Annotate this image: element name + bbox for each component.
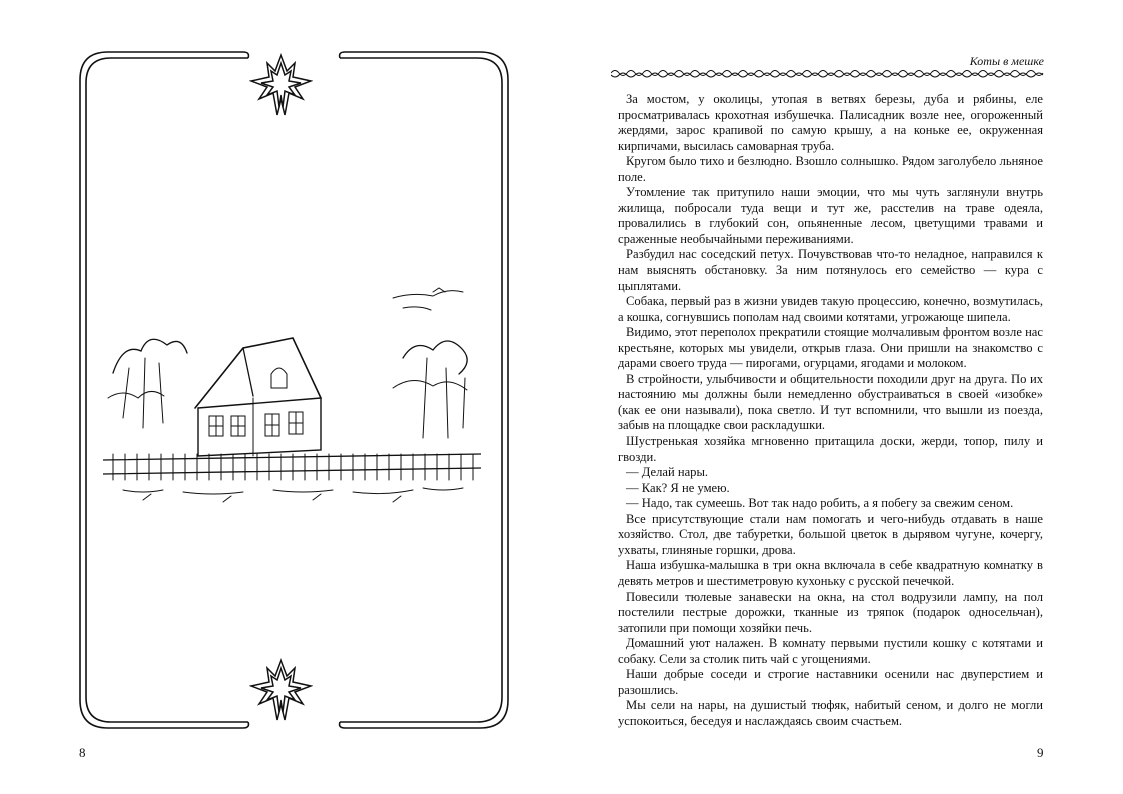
dialogue-line: — Как? Я не умею.: [626, 480, 730, 495]
paragraph: Собака, первый раз в жизни увидев такую процессию, конечно, возмутилась, а кошка, согнувшись пополам над своими котятами, угрожающе шипела.: [618, 294, 1043, 324]
left-page: [0, 0, 561, 794]
body-text: [618, 92, 1043, 729]
paragraph: Домашний уют налажен. В комнату первыми пустили кошку с котятами и собаку. Сели за столик пить чай с угощениями.: [618, 636, 1043, 666]
paragraph: Все присутствующие стали нам помогать и чего-нибудь отдавать в наше хозяйство. Стол, две табуретки, большой цветок в дырявом чугуне, кочергу, ухваты, глиняные горшки, дрова.: [618, 511, 1043, 557]
paragraph: За мостом, у околицы, утопая в ветвях березы, дуба и рябины, еле просматривалась крохотная избушечка. Палисадник возле нее, огороженный жердями, зарос крапивой по самую крышу, а на коньке ее, окруженная кирпичами, высилась самоварная труба.: [618, 92, 1043, 153]
page-number: 9: [1037, 745, 1044, 760]
page-number: 8: [79, 745, 86, 760]
paragraph: Утомление так притупило наши эмоции, что мы чуть заглянули внутрь жилища, побросали туда вещи и тут же, расстелив на траве одеяла, провалились в глубокий сон, опьяненные лесом, цветущими травами и сраженные необычайными переживаниями.: [618, 185, 1043, 246]
paragraph: Мы сели на нары, на душистый тюфяк, набитый сеном, и долго не могли успокоиться, беседуя и наслаждаясь своим счастьем.: [618, 698, 1043, 728]
paragraph: Наши добрые соседи и строгие наставники осенили нас двуперстием и разошлись.: [618, 667, 1043, 697]
dialogue-line: — Делай нары.: [626, 465, 709, 480]
paragraph: Наша избушка-малышка в три окна включала в себе квадратную комнатку в девять метров и шестиметровую кухоньку с русской печечкой.: [618, 558, 1043, 588]
right-page: [561, 0, 1123, 794]
paragraph: Повесили тюлевые занавески на окна, на стол водрузили лампу, на пол постелили пестрые дорожки, тканные из тряпок (подарок односельчан), затопили при помощи хозяйки печь.: [618, 589, 1043, 635]
paragraph: Шустренькая хозяйка мгновенно притащила доски, жерди, топор, пилу и гвозди.: [618, 434, 1043, 464]
dialogue-line: — Надо, так сумеешь. Вот так надо робить, а я побегу за свежим сеном.: [626, 496, 1014, 511]
paragraph: Кругом было тихо и безлюдно. Взошло солнышко. Рядом заголубело льняное поле.: [618, 154, 1043, 184]
paragraph: Видимо, этот переполох прекратили стоящие молчаливым фронтом возле нас крестьяне, которых мы увидели, открыв глаза. Они пришли на знакомство с дарами своего труда — пирогами, огурцами, ягодами и молоком.: [618, 325, 1043, 371]
village-house-illustration: [103, 278, 481, 510]
star-ornament-icon: [249, 53, 313, 119]
paragraph: В стройности, улыбчивости и общительности походили друг на друга. По их настоянию мы должны были немедленно обустраиваться в своей «изобке» (как ее они называли), пока светло. И тут вспомнили, что вышли из поезда, забыв на площадке свои раскладушки.: [618, 371, 1043, 433]
running-title: Коты в мешке: [969, 54, 1044, 68]
paragraph: Разбудил нас соседский петух. Почувствовав что-то неладное, направился к нам выяснять обстановку. За ним потянулось его семейство — кура с цыплятами.: [618, 247, 1043, 293]
star-ornament-icon: [249, 658, 313, 724]
header-ornament-rule: [611, 66, 1045, 80]
